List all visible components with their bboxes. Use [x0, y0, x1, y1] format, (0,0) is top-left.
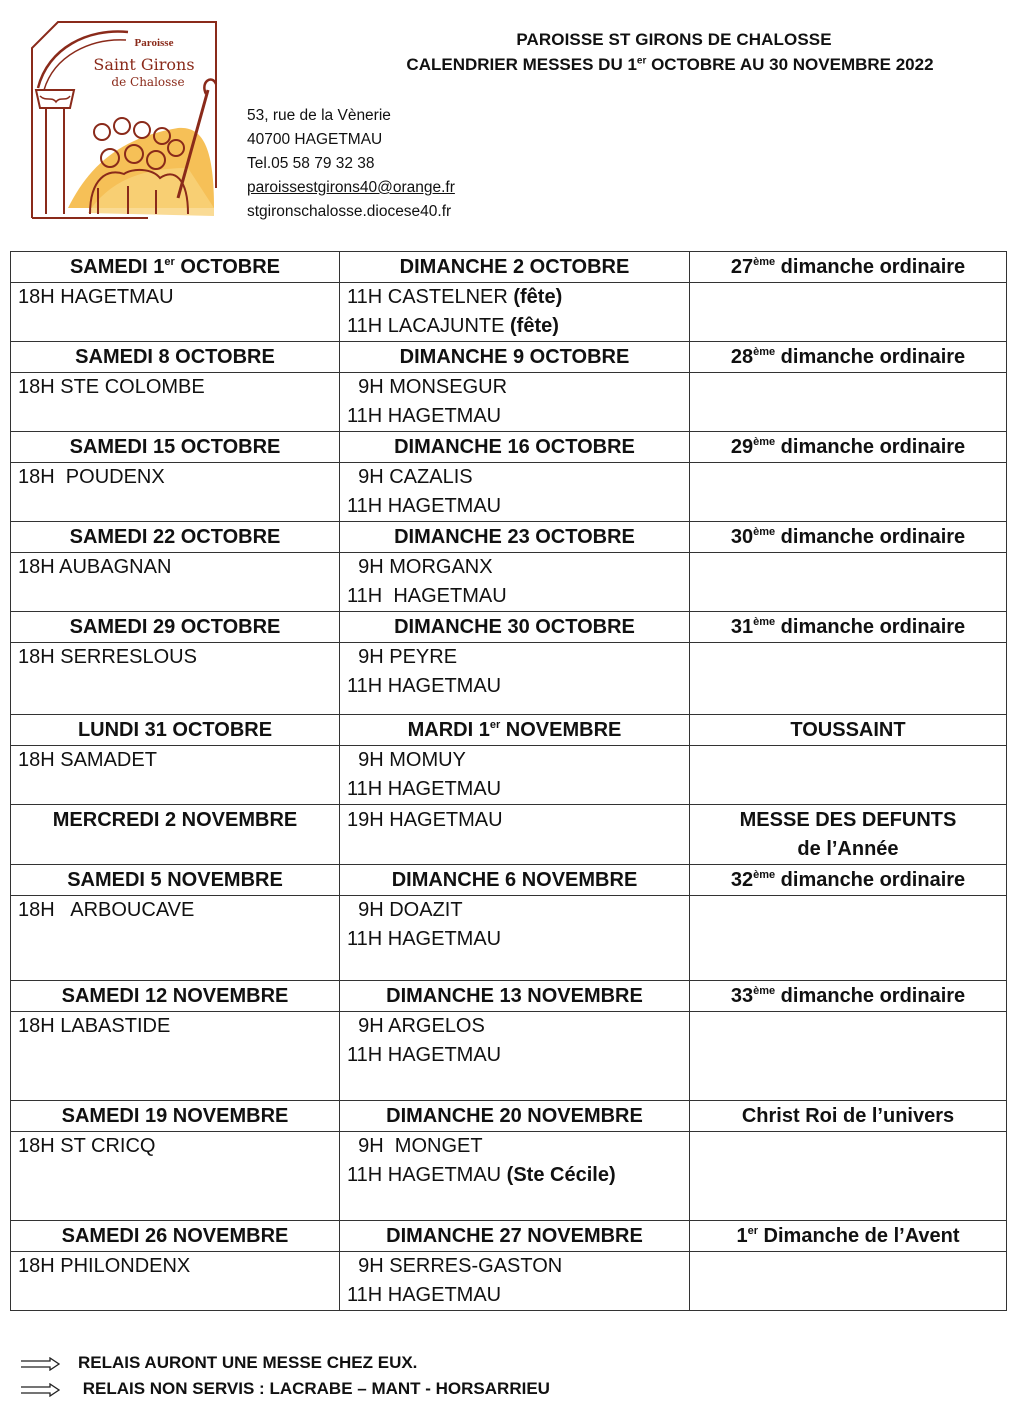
week-body-row [11, 643, 1007, 715]
week-header-row [11, 981, 1007, 1012]
day-header-h1: SAMEDI 29 OCTOBRE [11, 612, 340, 643]
mass-entry: 9H PEYRE [347, 646, 458, 668]
mass-cell-c2 [340, 746, 690, 805]
day-header-h2: DIMANCHE 27 NOVEMBRE [340, 1221, 690, 1252]
mass-cell-c2 [340, 283, 690, 342]
mass-entry: 11H HAGETMAU [347, 1284, 502, 1306]
mass-entry: 11H HAGETMAU [347, 585, 507, 607]
day-header-h3: 30ème dimanche ordinaire [690, 522, 1007, 553]
mass-entry: 18H SERRESLOUS [18, 646, 197, 668]
week-header-row [11, 612, 1007, 643]
title-parish: PAROISSE ST GIRONS DE CHALOSSE [516, 30, 832, 49]
mass-entry: 9H ARGELOS [347, 1015, 485, 1037]
mass-cell-c3 [690, 373, 1007, 432]
mass-entry: 18H STE COLOMBE [18, 376, 205, 398]
footer-notes [20, 1350, 550, 1402]
mass-cell-c1 [11, 1012, 340, 1101]
mass-cell-c3 [690, 896, 1007, 981]
week-body-row [11, 896, 1007, 981]
week-header-row [11, 522, 1007, 553]
day-header-h1: SAMEDI 15 OCTOBRE [11, 432, 340, 463]
day-header-h2: DIMANCHE 16 OCTOBRE [340, 432, 690, 463]
mass-cell-c1 [11, 1132, 340, 1221]
day-header-h2: DIMANCHE 9 OCTOBRE [340, 342, 690, 373]
day-header-h3: MESSE DES DEFUNTS de l’Année [690, 805, 1007, 865]
mass-entry: 18H ST CRICQ [18, 1135, 156, 1157]
mass-entry: 18H SAMADET [18, 749, 157, 771]
mass-cell-c1 [11, 1252, 340, 1311]
mass-entry: 9H MOMUY [347, 749, 466, 771]
day-header-h2: DIMANCHE 13 NOVEMBRE [340, 981, 690, 1012]
day-header-h3: 27ème dimanche ordinaire [690, 252, 1007, 283]
right-arrow-icon [20, 1357, 60, 1371]
address-street: 53, rue de la Vènerie [247, 107, 391, 124]
mass-entry: 18H LABASTIDE [18, 1015, 171, 1037]
mass-entry: 18H AUBAGNAN [18, 556, 172, 578]
week-body-row [11, 283, 1007, 342]
day-header-h3: 33ème dimanche ordinaire [690, 981, 1007, 1012]
day-header-h3: 1er Dimanche de l’Avent [690, 1221, 1007, 1252]
day-header-h3: Christ Roi de l’univers [690, 1101, 1007, 1132]
mass-cell-c1 [11, 746, 340, 805]
parish-address [247, 104, 455, 224]
mass-cell-c2 [340, 896, 690, 981]
logo-name-line1: Saint Girons [93, 55, 195, 74]
mass-entry: 11H HAGETMAU (Ste Cécile) [347, 1164, 616, 1186]
week-body-row [11, 463, 1007, 522]
parish-logo [28, 18, 220, 222]
mass-cell-c1 [11, 643, 340, 715]
day-header-h2: DIMANCHE 2 OCTOBRE [340, 252, 690, 283]
day-header-h3: 28ème dimanche ordinaire [690, 342, 1007, 373]
mass-schedule-table [10, 251, 1007, 1311]
week-header-row [11, 342, 1007, 373]
day-header-h3: 29ème dimanche ordinaire [690, 432, 1007, 463]
week-header-row [11, 865, 1007, 896]
day-header-h2: DIMANCHE 30 OCTOBRE [340, 612, 690, 643]
mass-cell-c2 [340, 1012, 690, 1101]
mass-entry: 18H PHILONDENX [18, 1255, 191, 1277]
day-header-h1: LUNDI 31 OCTOBRE [11, 715, 340, 746]
mass-cell-c1 [11, 373, 340, 432]
note-text: RELAIS AURONT UNE MESSE CHEZ EUX. [78, 1353, 418, 1372]
note-text: RELAIS NON SERVIS : LACRABE – MANT - HORSARRIEU [78, 1379, 550, 1398]
day-header-h1: SAMEDI 12 NOVEMBRE [11, 981, 340, 1012]
mass-entry: 9H MORGANX [347, 556, 493, 578]
mass-cell-c1 [11, 463, 340, 522]
day-header-h3: 31ème dimanche ordinaire [690, 612, 1007, 643]
mass-cell-c3 [690, 1012, 1007, 1101]
title-calendar: CALENDRIER MESSES DU 1er OCTOBRE AU 30 NOVEMBRE 2022 [406, 55, 934, 74]
mass-entry: 11H HAGETMAU [347, 675, 502, 697]
week-body-row [11, 1132, 1007, 1221]
mass-entry: 18H ARBOUCAVE [18, 899, 195, 921]
day-header-h1: SAMEDI 1er OCTOBRE [11, 252, 340, 283]
mass-cell-c2 [340, 643, 690, 715]
address-email-link[interactable]: paroissestgirons40@orange.fr [247, 179, 455, 196]
week-body-row [11, 553, 1007, 612]
address-phone: Tel.05 58 79 32 38 [247, 155, 375, 172]
week-header-row [11, 1101, 1007, 1132]
mass-entry: 9H MONGET [347, 1135, 483, 1157]
day-header-h2: DIMANCHE 23 OCTOBRE [340, 522, 690, 553]
day-header-h1: SAMEDI 26 NOVEMBRE [11, 1221, 340, 1252]
mass-cell-c1 [11, 896, 340, 981]
week-body-row [11, 1012, 1007, 1101]
mass-entry: 11H HAGETMAU [347, 928, 502, 950]
mass-entry: 18H POUDENX [18, 466, 165, 488]
day-header-h3: TOUSSAINT [690, 715, 1007, 746]
mass-entry: 9H MONSEGUR [347, 376, 508, 398]
logo-name-line2: de Chalosse [111, 75, 185, 89]
day-header-h1: SAMEDI 5 NOVEMBRE [11, 865, 340, 896]
mass-entry: 11H CASTELNER (fête) [347, 286, 563, 308]
mass-entry: 19H HAGETMAU [347, 809, 503, 831]
mass-entry: 11H HAGETMAU [347, 1044, 502, 1066]
mass-cell-c3 [690, 643, 1007, 715]
week-header-row [11, 715, 1007, 746]
day-header-h3: 32ème dimanche ordinaire [690, 865, 1007, 896]
mass-cell-c2 [340, 373, 690, 432]
mass-cell-c3 [690, 1252, 1007, 1311]
mass-cell-c2 [340, 463, 690, 522]
mass-cell-c3 [690, 283, 1007, 342]
note-item [20, 1376, 550, 1402]
mass-cell-c3 [690, 1132, 1007, 1221]
mass-entry: 11H LACAJUNTE (fête) [347, 315, 559, 337]
week-header-row [11, 1221, 1007, 1252]
right-arrow-icon [20, 1383, 60, 1397]
mass-cell-c3 [690, 553, 1007, 612]
mass-cell-c2 [340, 1132, 690, 1221]
mass-entry: 9H CAZALIS [347, 466, 473, 488]
mass-entry: 11H HAGETMAU [347, 778, 502, 800]
week-row [11, 805, 1007, 865]
week-header-row [11, 252, 1007, 283]
mass-entry: 11H HAGETMAU [347, 495, 502, 517]
day-header-h1: SAMEDI 19 NOVEMBRE [11, 1101, 340, 1132]
week-body-row [11, 373, 1007, 432]
day-header-h1: MERCREDI 2 NOVEMBRE [11, 805, 340, 865]
mass-cell-c3 [690, 463, 1007, 522]
week-body-row [11, 1252, 1007, 1311]
note-item [20, 1350, 550, 1376]
mass-entry: 18H HAGETMAU [18, 286, 174, 308]
logo-top-text: Paroisse [134, 37, 174, 49]
mass-entry: 11H HAGETMAU [347, 405, 502, 427]
day-header-h1: SAMEDI 8 OCTOBRE [11, 342, 340, 373]
address-website: stgironschalosse.diocese40.fr [247, 203, 452, 220]
mass-cell-c2 [340, 805, 690, 865]
day-header-h2: DIMANCHE 6 NOVEMBRE [340, 865, 690, 896]
mass-cell-c1 [11, 553, 340, 612]
day-header-h2: MARDI 1er NOVEMBRE [340, 715, 690, 746]
mass-cell-c1 [11, 283, 340, 342]
mass-entry: 9H SERRES-GASTON [347, 1255, 563, 1277]
week-header-row [11, 432, 1007, 463]
address-city: 40700 HAGETMAU [247, 131, 383, 148]
mass-cell-c2 [340, 553, 690, 612]
day-header-h1: SAMEDI 22 OCTOBRE [11, 522, 340, 553]
day-header-h2: DIMANCHE 20 NOVEMBRE [340, 1101, 690, 1132]
mass-cell-c2 [340, 1252, 690, 1311]
mass-cell-c3 [690, 746, 1007, 805]
week-body-row [11, 746, 1007, 805]
mass-entry: 9H DOAZIT [347, 899, 463, 921]
document-title [330, 30, 1010, 75]
